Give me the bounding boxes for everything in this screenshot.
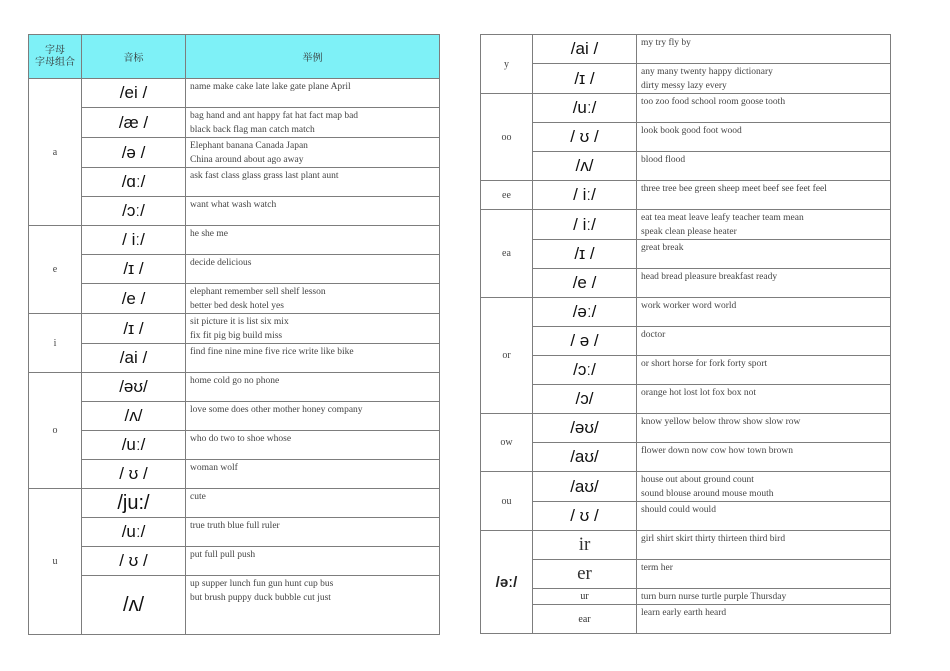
letter-cell: i	[29, 314, 82, 373]
phonetic-symbol: /ʌ/	[82, 576, 186, 635]
letter-cell: or	[481, 298, 533, 414]
phonetic-symbol: er	[533, 560, 637, 589]
example-words: elephant remember sell shelf lesson better bed desk hotel yes	[186, 284, 440, 314]
phonetic-symbol: / ə /	[533, 327, 637, 356]
phonetic-symbol: /ai /	[533, 35, 637, 64]
example-words: he she me	[186, 226, 440, 255]
phonetic-symbol: /e /	[82, 284, 186, 314]
phonetic-symbol: ir	[533, 531, 637, 560]
example-words: house out about ground count sound blouse around mouse mouth	[637, 472, 891, 502]
example-words: home cold go no phone	[186, 373, 440, 402]
example-words: blood flood	[637, 152, 891, 181]
example-words: work worker word world	[637, 298, 891, 327]
phonetic-symbol: /ɪ /	[533, 64, 637, 94]
phonetic-symbol: /ju:/	[82, 489, 186, 518]
phonetic-symbol: /ə /	[82, 138, 186, 168]
example-words: ask fast class glass grass last plant aunt	[186, 168, 440, 197]
example-words: love some does other mother honey company	[186, 402, 440, 431]
header-example: 举例	[186, 35, 440, 79]
example-words: who do two to shoe whose	[186, 431, 440, 460]
header-letter: 字母 字母组合	[29, 35, 82, 79]
letter-cell: ea	[481, 210, 533, 298]
example-words: Elephant banana Canada Japan China around about ago away	[186, 138, 440, 168]
phonetic-symbol: /ɪ /	[82, 314, 186, 344]
phonetic-symbol: /ɔː/	[82, 197, 186, 226]
right-phonics-table	[480, 34, 891, 634]
example-words: turn burn nurse turtle purple Thursday	[637, 589, 891, 605]
header-row	[29, 35, 440, 79]
example-words: put full pull push	[186, 547, 440, 576]
example-words: sit picture it is list six mix fix fit pig big build miss	[186, 314, 440, 344]
example-words: or short horse for fork forty sport	[637, 356, 891, 385]
example-words: head bread pleasure breakfast ready	[637, 269, 891, 298]
example-words: eat tea meat leave leafy teacher team mean speak clean please heater	[637, 210, 891, 240]
phonetic-symbol: /ɔː/	[533, 356, 637, 385]
phonetic-symbol: /aʊ/	[533, 472, 637, 502]
phonetic-symbol: /ɑː/	[82, 168, 186, 197]
phonetic-symbol: / ʊ /	[533, 123, 637, 152]
phonetic-symbol: /uː/	[82, 431, 186, 460]
phonetic-symbol: /ɪ /	[533, 240, 637, 269]
phonetic-symbol: ear	[533, 605, 637, 634]
phonetic-symbol: /uː/	[533, 94, 637, 123]
phonetic-symbol: /əʊ/	[82, 373, 186, 402]
phonetic-symbol: / ʊ /	[82, 547, 186, 576]
phonetic-symbol: / iː/	[82, 226, 186, 255]
phonetic-symbol: /aʊ/	[533, 443, 637, 472]
phonetic-symbol: ur	[533, 589, 637, 605]
example-words: any many twenty happy dictionary dirty messy lazy every	[637, 64, 891, 94]
phonetic-symbol: /uː/	[82, 518, 186, 547]
example-words: orange hot lost lot fox box not	[637, 385, 891, 414]
phonetic-symbol: / iː/	[533, 210, 637, 240]
phonetic-symbol: /əʊ/	[533, 414, 637, 443]
letter-cell: y	[481, 35, 533, 94]
example-words: too zoo food school room goose tooth	[637, 94, 891, 123]
letter-cell: ou	[481, 472, 533, 531]
phonetic-symbol: / ʊ /	[82, 460, 186, 489]
phonetic-symbol: /æ /	[82, 108, 186, 138]
letter-cell: o	[29, 373, 82, 489]
example-words: term her	[637, 560, 891, 589]
example-words: woman wolf	[186, 460, 440, 489]
phonetic-symbol: /ɔ/	[533, 385, 637, 414]
example-words: decide delicious	[186, 255, 440, 284]
example-words: learn early earth heard	[637, 605, 891, 634]
phonetic-symbol: /e /	[533, 269, 637, 298]
letter-cell: oo	[481, 94, 533, 181]
phonetic-symbol: /ai /	[82, 344, 186, 373]
example-words: my try fly by	[637, 35, 891, 64]
example-words: three tree bee green sheep meet beef see feet feel	[637, 181, 891, 210]
left-phonics-table	[28, 34, 440, 635]
phonetic-symbol: /ʌ/	[533, 152, 637, 181]
letter-cell: ow	[481, 414, 533, 472]
example-words: true truth blue full ruler	[186, 518, 440, 547]
example-words: great break	[637, 240, 891, 269]
letter-cell: u	[29, 489, 82, 635]
phonetic-symbol: / iː/	[533, 181, 637, 210]
example-words: want what wash watch	[186, 197, 440, 226]
phonetic-symbol: /əː/	[533, 298, 637, 327]
example-words: doctor	[637, 327, 891, 356]
example-words: girl shirt skirt thirty thirteen third bird	[637, 531, 891, 560]
example-words: bag hand and ant happy fat hat fact map bad black back flag man catch match	[186, 108, 440, 138]
phonetic-symbol: /ɪ /	[82, 255, 186, 284]
letter-cell: a	[29, 79, 82, 226]
example-words: look book good foot wood	[637, 123, 891, 152]
letter-cell: ee	[481, 181, 533, 210]
example-words: find fine nine mine five rice write like bike	[186, 344, 440, 373]
example-words: flower down now cow how town brown	[637, 443, 891, 472]
phonetic-symbol: / ʊ /	[533, 502, 637, 531]
example-words: name make cake late lake gate plane April	[186, 79, 440, 108]
example-words: cute	[186, 489, 440, 518]
example-words: up supper lunch fun gun hunt cup bus but brush puppy duck bubble cut just	[186, 576, 440, 635]
phonetic-symbol: /ei /	[82, 79, 186, 108]
header-symbol: 音标	[82, 35, 186, 79]
example-words: should could would	[637, 502, 891, 531]
phonetic-symbol: /ʌ/	[82, 402, 186, 431]
example-words: know yellow below throw show slow row	[637, 414, 891, 443]
letter-cell: /əː/	[481, 531, 533, 634]
letter-cell: e	[29, 226, 82, 314]
